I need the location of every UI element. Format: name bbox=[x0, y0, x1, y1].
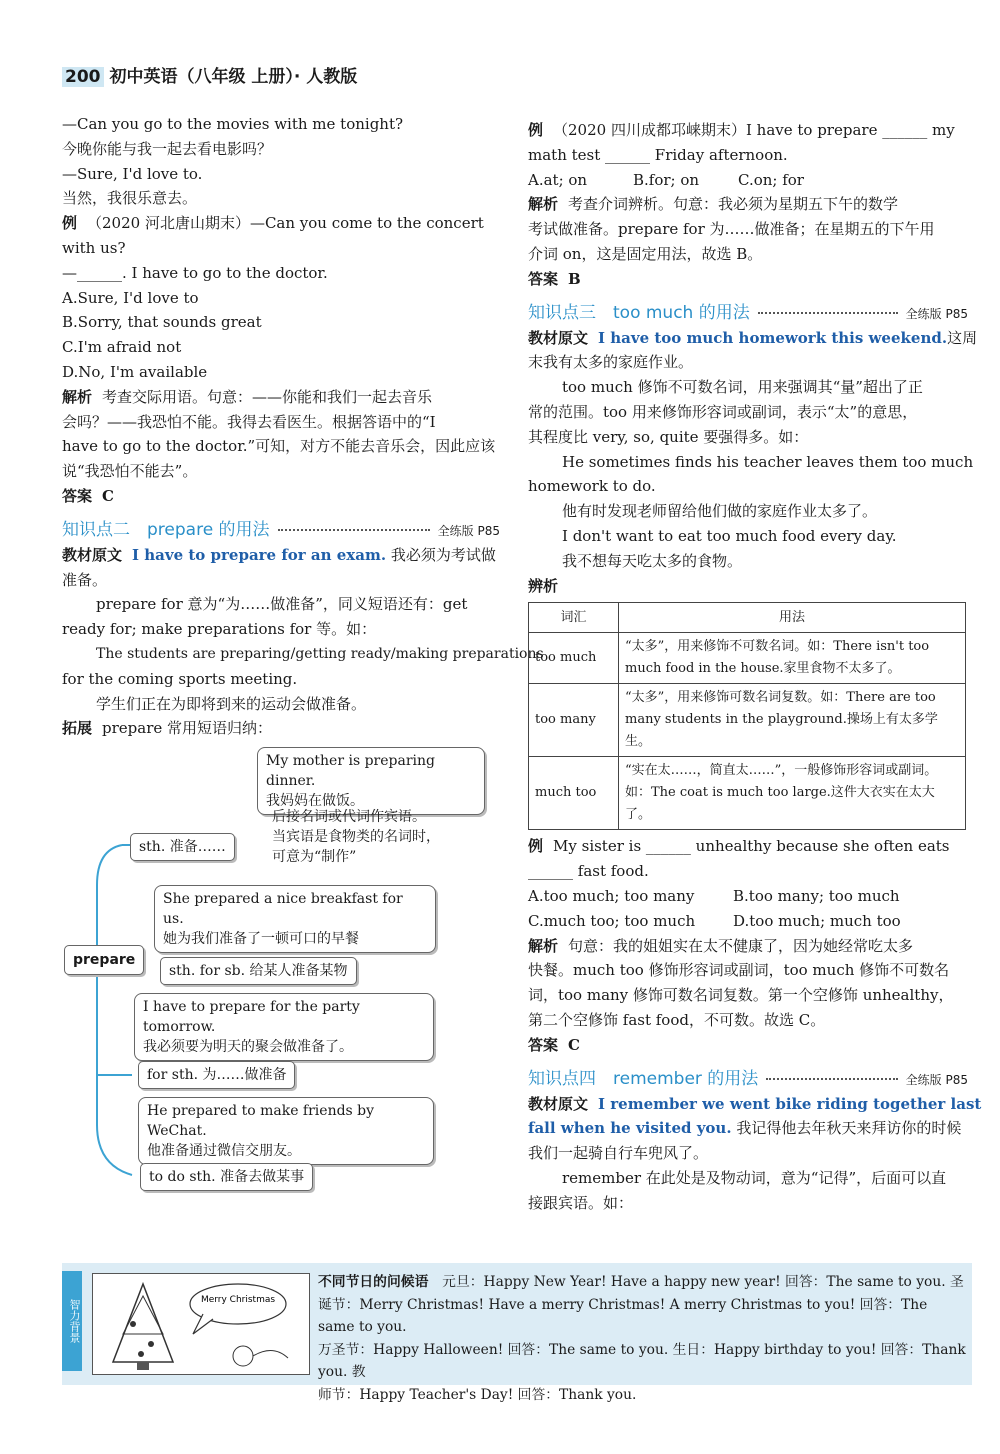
example-line: 例 My sister is ______ unhealthy because she often eats bbox=[528, 837, 950, 856]
body-line: I don't want to eat too much food every day. bbox=[562, 526, 897, 545]
table-row bbox=[529, 684, 966, 757]
answer-line: 答案 C bbox=[62, 486, 114, 505]
page-number: 200 bbox=[62, 67, 104, 87]
branch-sth: sth. 准备…… bbox=[130, 833, 235, 861]
table-cell: “太多”，用来修饰可数名词复数。如：There are too many students in the playground.操场上有太多学生。 bbox=[619, 684, 966, 757]
table-row bbox=[529, 633, 966, 684]
option: D.No, I'm available bbox=[62, 362, 208, 381]
textbook-original: 末我有太多的家庭作业。 bbox=[528, 353, 694, 372]
answer-line: 答案 B bbox=[528, 269, 581, 288]
example-line: 例 （2020 四川成都邛崃期末）I have to prepare ______ my bbox=[528, 121, 955, 139]
answer-line: 答案 C bbox=[528, 1035, 580, 1054]
analysis-line: 介词 on，这是固定用法，故选 B。 bbox=[528, 244, 763, 263]
example-box-4: He prepared to make friends by WeChat. 他准备通过微信交朋友。 bbox=[138, 1097, 434, 1165]
christmas-illustration bbox=[92, 1273, 310, 1375]
table-cell: “实在太……，简直太……”，一般修饰形容词或副词。如：The coat is much too large.这件大衣实在太大了。 bbox=[619, 757, 966, 830]
extension-line: 拓展 prepare 常用短语归纳： bbox=[62, 719, 273, 738]
table-cell: too much bbox=[529, 633, 619, 684]
textbook-original: fall when he visited you. 我记得他去年秋天来拜访你的时候 bbox=[528, 1119, 962, 1138]
body-line: 常的范围。too 用来修饰形容词或副词，表示“太”的意思， bbox=[528, 402, 918, 421]
section-heading: 知识点三 too much 的用法 全练版 P85 bbox=[528, 302, 968, 323]
branch-to-do-sth: to do sth. 准备去做某事 bbox=[140, 1163, 313, 1191]
table-header: 用法 bbox=[619, 603, 966, 633]
example-line: ______ fast food. bbox=[528, 862, 649, 881]
analysis-line: 快餐。much too 修饰形容词或副词，too much 修饰不可数名 bbox=[528, 961, 950, 980]
example-box-2: She prepared a nice breakfast for us. 她为我们准备了一顿可口的早餐 bbox=[154, 885, 436, 953]
note-text: 后接名词或代词作宾语。 当宾语是食物类的名词时， 可意为“制作” bbox=[272, 809, 440, 866]
comparison-table bbox=[528, 602, 966, 830]
body-line: too much 修饰不可数名词，用来强调其“量”超出了正 bbox=[562, 378, 923, 397]
body-line: ready for; make preparations for 等。如： bbox=[62, 620, 377, 639]
example-line: 例 （2020 河北唐山期末）—Can you come to the concert bbox=[62, 214, 484, 233]
table-header-row bbox=[529, 603, 966, 633]
example-box-1: My mother is preparing dinner. 我妈妈在做饭。 bbox=[257, 747, 485, 815]
options-row: A.too much; too many B.too many; too much bbox=[528, 886, 900, 905]
option: B.Sorry, that sounds great bbox=[62, 313, 262, 332]
body-line: 其程度比 very, so, quite 要强得多。如： bbox=[528, 427, 809, 446]
analysis-line: 解析 考查介词辨析。句意：我必须为星期五下午的数学 bbox=[528, 195, 899, 214]
analysis-line: 解析 考查交际用语。句意：——你能和我们一起去音乐 bbox=[62, 387, 433, 406]
tip-side-label: 智力背景 bbox=[62, 1271, 82, 1371]
body-line: 他有时发现老师留给他们做的家庭作业太多了。 bbox=[562, 502, 878, 521]
tip-line: 不同节日的问候语 元旦：Happy New Year! Have a happy new year! 回答：The same to you. 圣 bbox=[318, 1274, 964, 1290]
table-cell: “太多”，用来修饰不可数名词。如：There isn't too much food in the house.家里食物不太多了。 bbox=[619, 633, 966, 684]
body-line: remember 在此处是及物动词，意为“记得”，后面可以直 bbox=[562, 1168, 947, 1187]
tip-box bbox=[62, 1263, 972, 1403]
example-box-3: I have to prepare for the party tomorrow. 我必须要为明天的聚会做准备了。 bbox=[134, 993, 434, 1061]
analysis-line: have to go to the doctor.”可知，对方不能去音乐会，因此应该 bbox=[62, 437, 496, 456]
tip-line: 师节：Happy Teacher's Day! 回答：Thank you. bbox=[318, 1386, 637, 1403]
page-header bbox=[62, 62, 357, 87]
discrimination-label: 辨析 bbox=[528, 576, 559, 595]
branch-sth-for-sb: sth. for sb. 给某人准备某物 bbox=[160, 957, 357, 985]
dialog-line: —Sure, I'd love to. bbox=[62, 164, 203, 183]
section-heading: 知识点二 prepare 的用法 全练版 P85 bbox=[62, 519, 500, 540]
body-line: prepare for 意为“为……做准备”，同义短语还有：get bbox=[96, 595, 468, 614]
textbook-original: 准备。 bbox=[62, 570, 108, 589]
option: C.I'm afraid not bbox=[62, 338, 182, 357]
tip-line: 万圣节：Happy Halloween! 回答：The same to you. 生日：Happy birthday to you! 回答：Thank you. 教 bbox=[318, 1341, 966, 1380]
tip-line: 诞节：Merry Christmas! Have a merry Christmas! A merry Christmas to you! 回答：The same to you. bbox=[318, 1296, 928, 1335]
textbook-original: 教材原文 I have to prepare for an exam. 我必须为考试做 bbox=[62, 545, 496, 564]
dialog-line: —Can you go to the movies with me tonight? bbox=[62, 115, 404, 133]
body-line: 接跟宾语。如： bbox=[528, 1193, 634, 1212]
branch-for-sth: for sth. 为……做准备 bbox=[138, 1061, 295, 1089]
analysis-line: 第二个空修饰 fast food，不可数。故选 C。 bbox=[528, 1010, 826, 1029]
example-line: math test ______ Friday afternoon. bbox=[528, 145, 788, 164]
table-cell: much too bbox=[529, 757, 619, 830]
textbook-original: 我们一起骑自行车兜风了。 bbox=[528, 1144, 709, 1163]
option: A.Sure, I'd love to bbox=[62, 288, 199, 307]
options-row: C.much too; too much D.too much; much too bbox=[528, 911, 901, 930]
body-line: 我不想每天吃太多的食物。 bbox=[562, 551, 743, 570]
analysis-line: 说“我恐怕不能去”。 bbox=[62, 462, 198, 481]
analysis-line: 解析 句意：我的姐姐实在太不健康了，因为她经常吃太多 bbox=[528, 936, 914, 955]
body-line: for the coming sports meeting. bbox=[62, 669, 298, 688]
book-title: 初中英语（八年级 上册）· 人教版 bbox=[109, 67, 358, 87]
mind-map-root: prepare bbox=[64, 945, 144, 975]
christmas-tree-icon bbox=[93, 1274, 309, 1374]
textbook-original: 教材原文 I remember we went bike riding together last bbox=[528, 1094, 982, 1113]
section-heading: 知识点四 remember 的用法 全练版 P85 bbox=[528, 1068, 968, 1089]
table-header: 词汇 bbox=[529, 603, 619, 633]
body-line: homework to do. bbox=[528, 477, 656, 496]
dialog-line: 今晚你能与我一起去看电影吗？ bbox=[62, 139, 273, 158]
body-line: He sometimes finds his teacher leaves them too much bbox=[562, 452, 974, 471]
table-row bbox=[529, 757, 966, 830]
right-column bbox=[528, 118, 982, 1216]
analysis-line: 会吗？——我恐怕不能。我得去看医生。根据答语中的“I bbox=[62, 412, 436, 431]
tip-text bbox=[318, 1271, 966, 1406]
analysis-line: 词，too many 修饰可数名词复数。第一个空修饰 unhealthy， bbox=[528, 986, 954, 1005]
body-line: The students are preparing/getting ready/making preparations bbox=[96, 645, 544, 662]
example-line: —______. I have to go to the doctor. bbox=[62, 263, 328, 282]
prepare-mind-map bbox=[62, 745, 500, 1200]
example-line: with us? bbox=[62, 238, 126, 257]
textbook-original: 教材原文 I have too much homework this weekend.这周 bbox=[528, 328, 978, 347]
svg-text:Merry Christmas: Merry Christmas bbox=[200, 1295, 276, 1305]
analysis-line: 考试做准备。prepare for 为……做准备；在星期五的下午用 bbox=[528, 220, 935, 239]
table-cell: too many bbox=[529, 684, 619, 757]
options-row: A.at; on B.for; on C.on; for bbox=[528, 170, 804, 189]
dialog-line: 当然，我很乐意去。 bbox=[62, 189, 198, 208]
body-line: 学生们正在为即将到来的运动会做准备。 bbox=[96, 694, 367, 713]
